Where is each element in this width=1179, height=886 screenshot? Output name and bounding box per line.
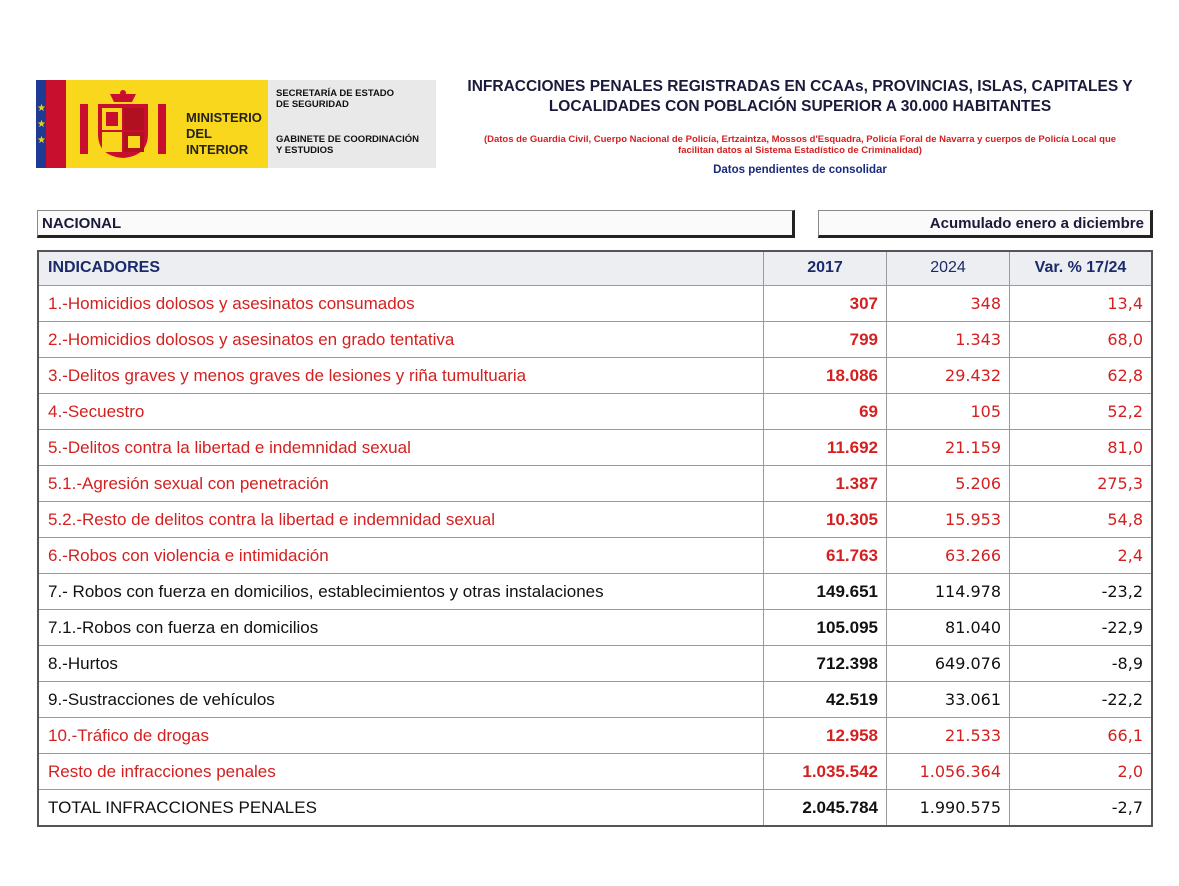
pending-note: Datos pendientes de consolidar bbox=[713, 164, 887, 176]
source-note-line2: facilitan datos al Sistema Estadístico de Criminalidad) bbox=[678, 145, 922, 156]
indicators-table bbox=[37, 250, 1153, 827]
table-row bbox=[39, 285, 1151, 321]
secretaria-line1: SECRETARÍA DE ESTADO bbox=[276, 88, 395, 99]
row-label: 8.-Hurtos bbox=[39, 646, 764, 681]
row-value-2017: 1.035.542 bbox=[764, 754, 887, 789]
gabinete-name bbox=[276, 134, 419, 156]
row-variation: 52,2 bbox=[1107, 402, 1143, 421]
row-label: 2.-Homicidios dolosos y asesinatos en grado tentativa bbox=[39, 322, 764, 357]
ministry-line1: MINISTERIO bbox=[186, 110, 262, 125]
header-variation: Var. % 17/24 bbox=[1034, 259, 1127, 276]
row-variation: 54,8 bbox=[1107, 510, 1143, 529]
row-label: 5.2.-Resto de delitos contra la libertad e indemnidad sexual bbox=[39, 502, 764, 537]
table-row bbox=[39, 501, 1151, 537]
row-value-2017: 42.519 bbox=[764, 682, 887, 717]
row-label: 5.1.-Agresión sexual con penetración bbox=[39, 466, 764, 501]
table-row bbox=[39, 537, 1151, 573]
row-value-2017: 799 bbox=[764, 322, 887, 357]
row-value-2024: 81.040 bbox=[887, 610, 1010, 645]
row-value-2017: 12.958 bbox=[764, 718, 887, 753]
row-variation: 2,4 bbox=[1117, 546, 1143, 565]
row-value-2017: 69 bbox=[764, 394, 887, 429]
row-variation: -22,2 bbox=[1101, 690, 1143, 709]
ministry-logo bbox=[36, 80, 436, 168]
table-row bbox=[39, 681, 1151, 717]
title-line1: INFRACCIONES PENALES REGISTRADAS EN CCAAs, PROVINCIAS, ISLAS, CAPITALES Y bbox=[467, 78, 1133, 95]
gabinete-line1: GABINETE DE COORDINACIÓN bbox=[276, 134, 420, 145]
row-value-2024: 21.159 bbox=[887, 430, 1010, 465]
page-title bbox=[440, 77, 1160, 117]
gabinete-line2: Y ESTUDIOS bbox=[276, 145, 334, 156]
eu-flag-strip bbox=[36, 80, 66, 168]
row-value-2024: 348 bbox=[887, 286, 1010, 321]
row-label: 5.-Delitos contra la libertad e indemnidad sexual bbox=[39, 430, 764, 465]
row-variation: 81,0 bbox=[1107, 438, 1143, 457]
row-value-2017: 11.692 bbox=[764, 430, 887, 465]
row-value-2024: 1.056.364 bbox=[887, 754, 1010, 789]
row-variation: -23,2 bbox=[1101, 582, 1143, 601]
title-line2: LOCALIDADES CON POBLACIÓN SUPERIOR A 30.000 HABITANTES bbox=[548, 98, 1052, 115]
table-row bbox=[39, 429, 1151, 465]
secretaria-line2: DE SEGURIDAD bbox=[276, 99, 349, 110]
table-header-row bbox=[39, 252, 1151, 285]
row-value-2024: 5.206 bbox=[887, 466, 1010, 501]
row-variation: 2,0 bbox=[1117, 762, 1143, 781]
row-variation: 275,3 bbox=[1097, 474, 1143, 493]
row-variation: -8,9 bbox=[1111, 654, 1143, 673]
ministry-line2: DEL INTERIOR bbox=[186, 126, 249, 157]
row-variation: 13,4 bbox=[1107, 294, 1143, 313]
table-row bbox=[39, 609, 1151, 645]
row-variation: 66,1 bbox=[1107, 726, 1143, 745]
star-icon: ★ bbox=[37, 103, 46, 114]
row-value-2017: 712.398 bbox=[764, 646, 887, 681]
row-label: TOTAL INFRACCIONES PENALES bbox=[39, 790, 764, 825]
row-variation: 68,0 bbox=[1107, 330, 1143, 349]
header-2017: 2017 bbox=[764, 252, 887, 285]
row-value-2017: 10.305 bbox=[764, 502, 887, 537]
row-variation: 62,8 bbox=[1107, 366, 1143, 385]
ministry-block bbox=[66, 80, 268, 168]
row-label: 3.-Delitos graves y menos graves de lesiones y riña tumultuaria bbox=[39, 358, 764, 393]
row-value-2024: 1.343 bbox=[887, 322, 1010, 357]
header-2024: 2024 bbox=[887, 252, 1010, 285]
row-value-2024: 15.953 bbox=[887, 502, 1010, 537]
row-value-2024: 63.266 bbox=[887, 538, 1010, 573]
row-value-2017: 18.086 bbox=[764, 358, 887, 393]
row-variation: -22,9 bbox=[1101, 618, 1143, 637]
table-row bbox=[39, 789, 1151, 825]
row-label: 4.-Secuestro bbox=[39, 394, 764, 429]
row-value-2024: 29.432 bbox=[887, 358, 1010, 393]
table-row bbox=[39, 393, 1151, 429]
secretaria-block bbox=[268, 80, 436, 168]
source-note bbox=[440, 134, 1160, 156]
row-label: 6.-Robos con violencia e intimidación bbox=[39, 538, 764, 573]
row-value-2024: 1.990.575 bbox=[887, 790, 1010, 825]
secretaria-name bbox=[276, 88, 394, 110]
row-label: 7.1.-Robos con fuerza en domicilios bbox=[39, 610, 764, 645]
table-row bbox=[39, 465, 1151, 501]
row-label: 7.- Robos con fuerza en domicilios, establecimientos y otras instalaciones bbox=[39, 574, 764, 609]
row-value-2024: 105 bbox=[887, 394, 1010, 429]
row-value-2017: 307 bbox=[764, 286, 887, 321]
row-label: 9.-Sustracciones de vehículos bbox=[39, 682, 764, 717]
coat-of-arms-icon bbox=[80, 90, 166, 160]
row-label: 10.-Tráfico de drogas bbox=[39, 718, 764, 753]
row-value-2024: 114.978 bbox=[887, 574, 1010, 609]
table-row bbox=[39, 357, 1151, 393]
row-value-2017: 61.763 bbox=[764, 538, 887, 573]
row-variation: -2,7 bbox=[1111, 798, 1143, 817]
row-label: 1.-Homicidios dolosos y asesinatos consumados bbox=[39, 286, 764, 321]
table-row bbox=[39, 573, 1151, 609]
star-icon: ★ bbox=[37, 135, 46, 146]
scope-period: Acumulado enero a diciembre bbox=[818, 210, 1153, 238]
table-row bbox=[39, 753, 1151, 789]
row-value-2017: 105.095 bbox=[764, 610, 887, 645]
table-row bbox=[39, 717, 1151, 753]
scope-national: NACIONAL bbox=[37, 210, 795, 238]
header-indicadores: INDICADORES bbox=[39, 252, 764, 285]
star-icon: ★ bbox=[37, 119, 46, 130]
row-value-2024: 33.061 bbox=[887, 682, 1010, 717]
table-row bbox=[39, 321, 1151, 357]
row-value-2017: 2.045.784 bbox=[764, 790, 887, 825]
row-label: Resto de infracciones penales bbox=[39, 754, 764, 789]
row-value-2024: 21.533 bbox=[887, 718, 1010, 753]
source-note-line1: (Datos de Guardia Civil, Cuerpo Nacional de Policía, Ertzaintza, Mossos d'Esquadra, Policía Foral de Navarra y cuerpos de Policía Local que bbox=[483, 134, 1117, 145]
row-value-2017: 149.651 bbox=[764, 574, 887, 609]
ministry-name bbox=[186, 110, 268, 158]
row-value-2017: 1.387 bbox=[764, 466, 887, 501]
row-value-2024: 649.076 bbox=[887, 646, 1010, 681]
table-row bbox=[39, 645, 1151, 681]
